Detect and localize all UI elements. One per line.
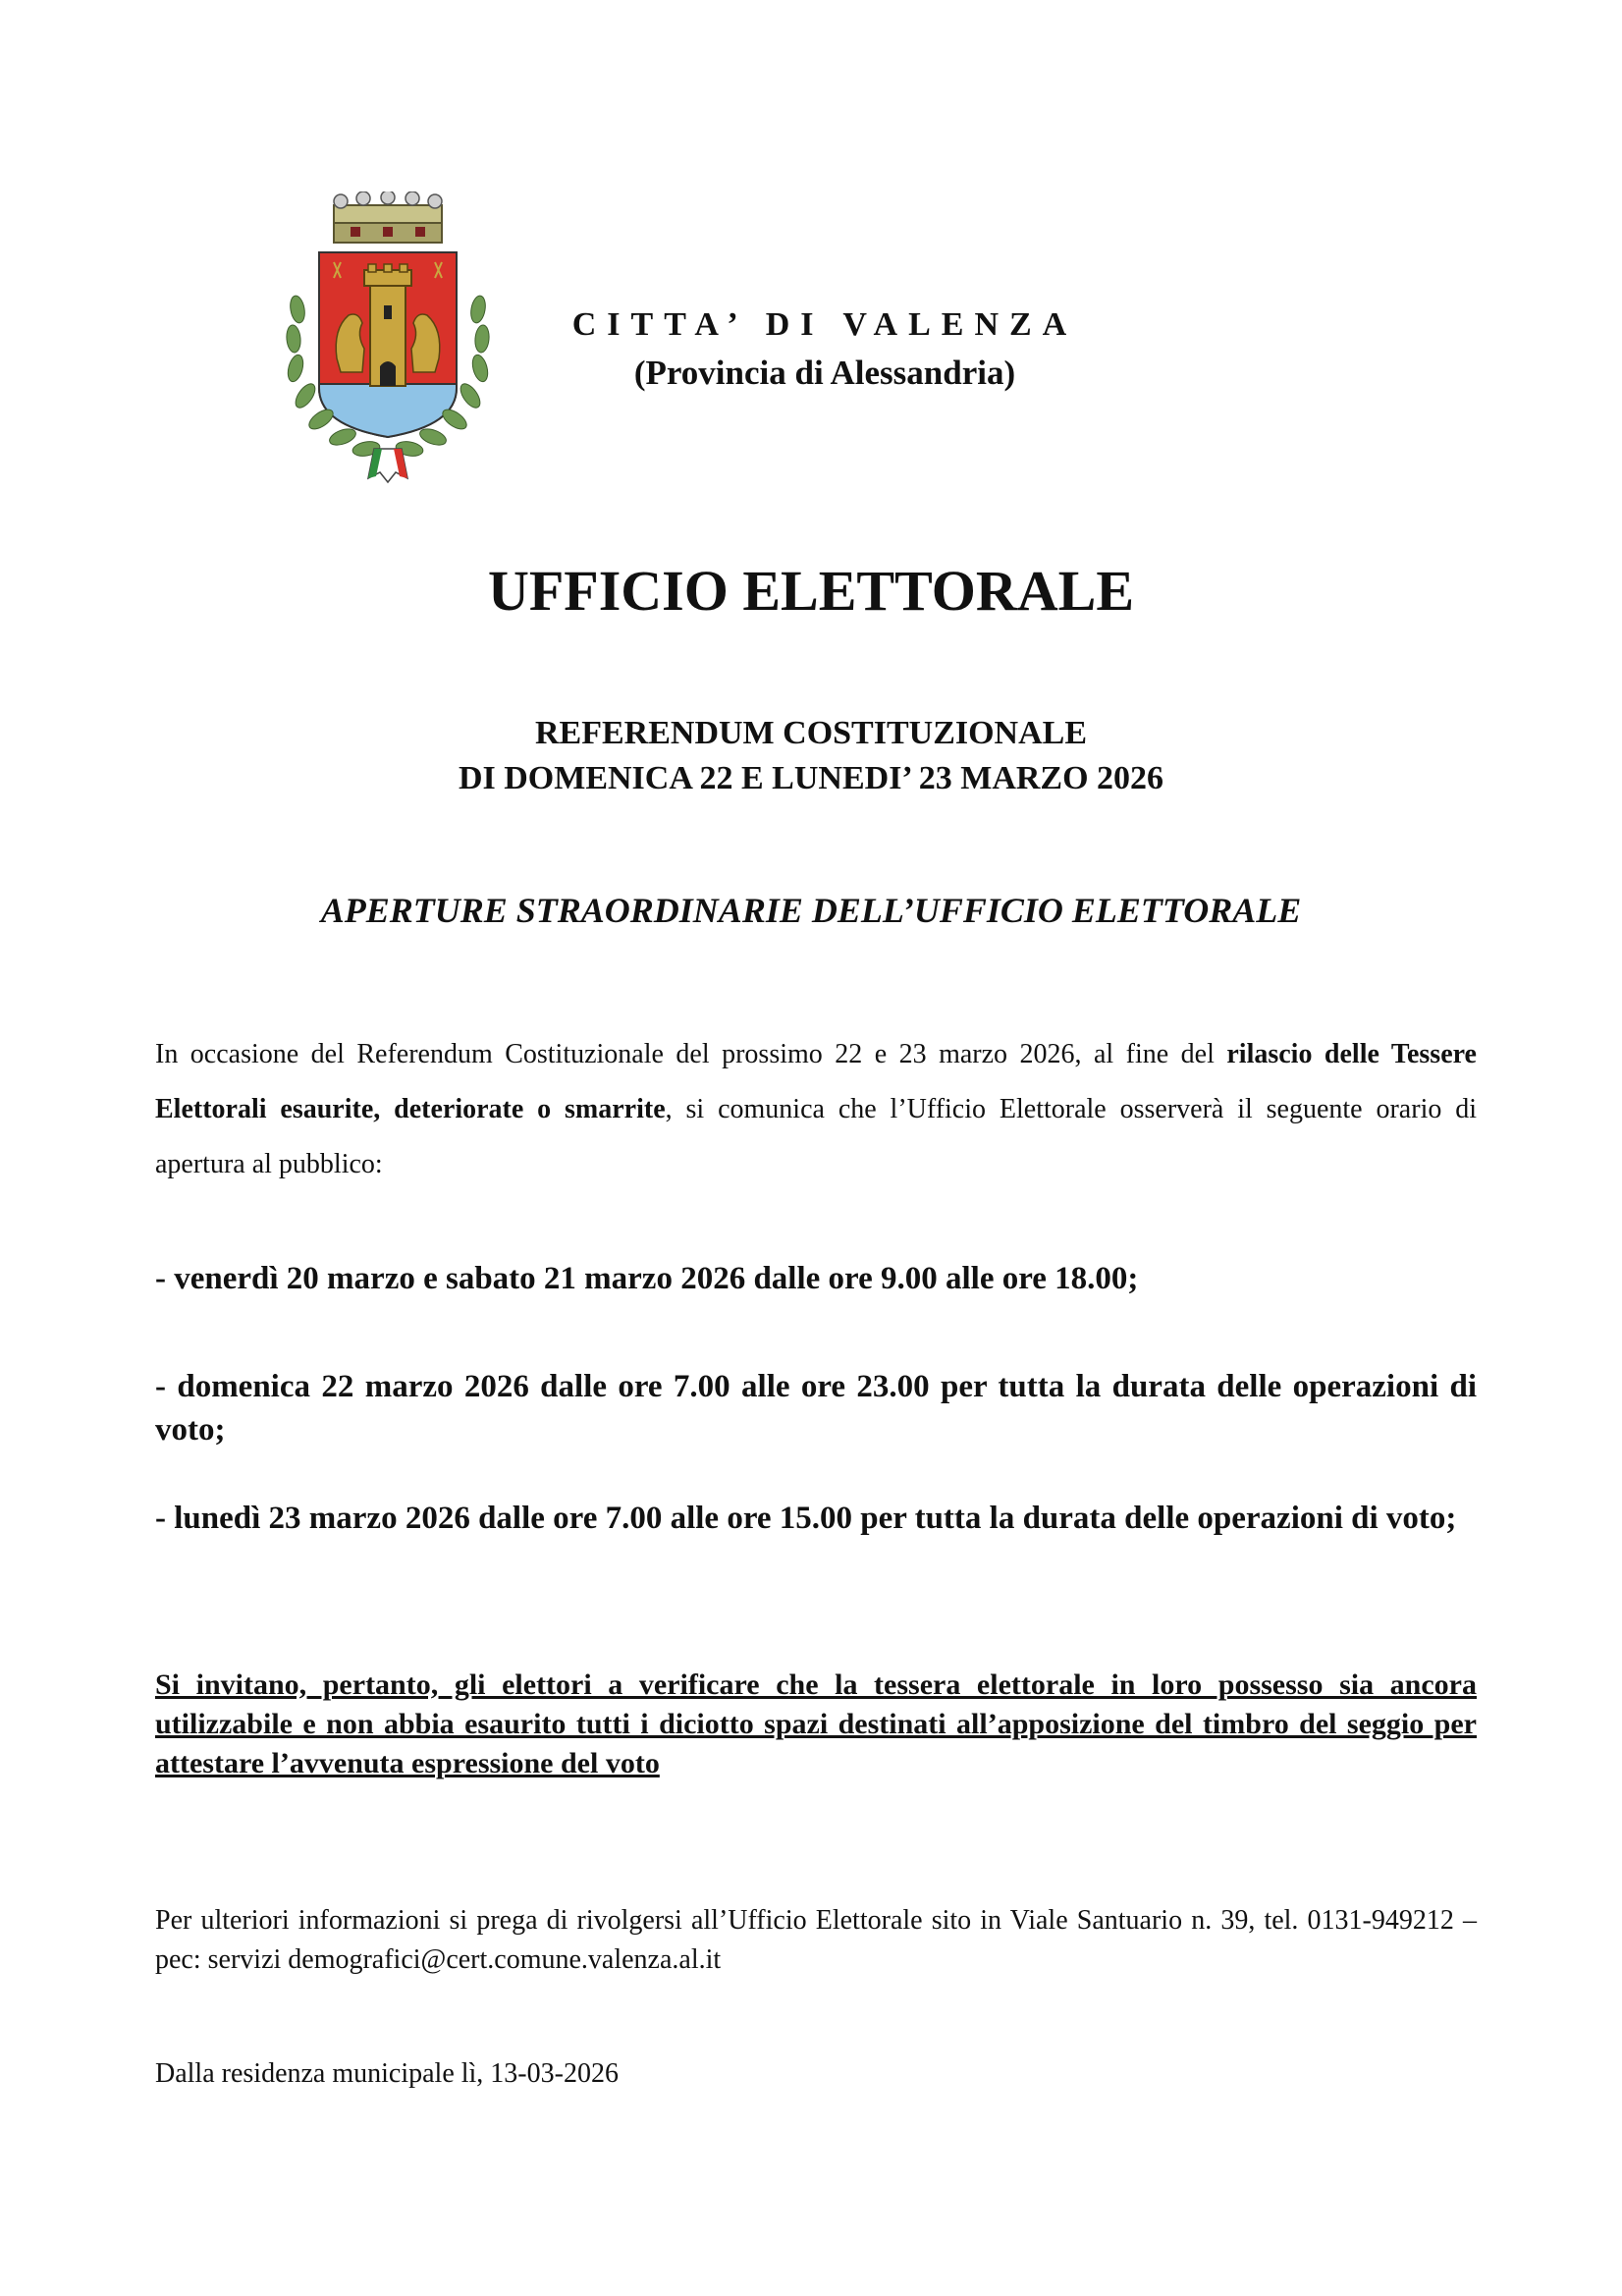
referendum-title-line2: DI DOMENICA 22 E LUNEDI’ 23 MARZO 2026	[458, 760, 1164, 796]
office-title: UFFICIO ELETTORALE	[487, 559, 1135, 623]
shield-icon	[319, 252, 457, 437]
city-name: CITTA’ DI VALENZA	[571, 306, 1078, 343]
intro-text-start: In occasione del Referendum Costituzionale del prossimo 22 e 23 marzo 2026, al fine del	[155, 1039, 1227, 1069]
referendum-title-line1: REFERENDUM COSTITUZIONALE	[534, 715, 1088, 751]
schedule-item-1: - venerdì 20 marzo e sabato 21 marzo 2026 dalle ore 9.00 alle ore 18.00;	[155, 1261, 1139, 1296]
voter-card-notice: Si invitano, pertanto, gli elettori a verificare che la tessera elettorale in loro possesso sia ancora utilizzabile e non abbia esaurito tutti i diciotto spazi destinati all’apposizione del timbro del seggio per attestare l’avvenuta espressione del voto	[155, 1668, 1477, 1779]
city-coat-of-arms	[280, 191, 496, 486]
schedule-item-2: - domenica 22 marzo 2026 dalle ore 7.00 alle ore 23.00 per tutta la durata delle operazioni di voto;	[155, 1369, 1477, 1448]
province-name: (Provincia di Alessandria)	[633, 354, 1016, 392]
crown-icon	[334, 191, 442, 243]
openings-subtitle: APERTURE STRAORDINARIE DELL’UFFICIO ELETTORALE	[320, 891, 1302, 930]
issue-date-line: Dalla residenza municipale lì, 13-03-2026	[155, 2058, 619, 2089]
intro-paragraph	[155, 1027, 1477, 1192]
contact-info: Per ulteriori informazioni si prega di rivolgersi all’Ufficio Elettorale sito in Viale Santuario n. 39, tel. 0131-949212 – pec: servizi demografici@cert.comune.valenza.al.it	[155, 1905, 1477, 1975]
ribbon-icon	[368, 449, 407, 482]
intro-text-end: , si comunica che l’Ufficio Elettorale osserverà il seguente orario di apertura al pubblico:	[155, 1094, 1478, 1179]
schedule-item-3: - lunedì 23 marzo 2026 dalle ore 7.00 alle ore 15.00 per tutta la durata delle operazioni di voto;	[155, 1501, 1457, 1536]
intro-text-bold: rilascio delle Tessere Elettorali esaurite, deteriorate o smarrite	[155, 1039, 1477, 1124]
